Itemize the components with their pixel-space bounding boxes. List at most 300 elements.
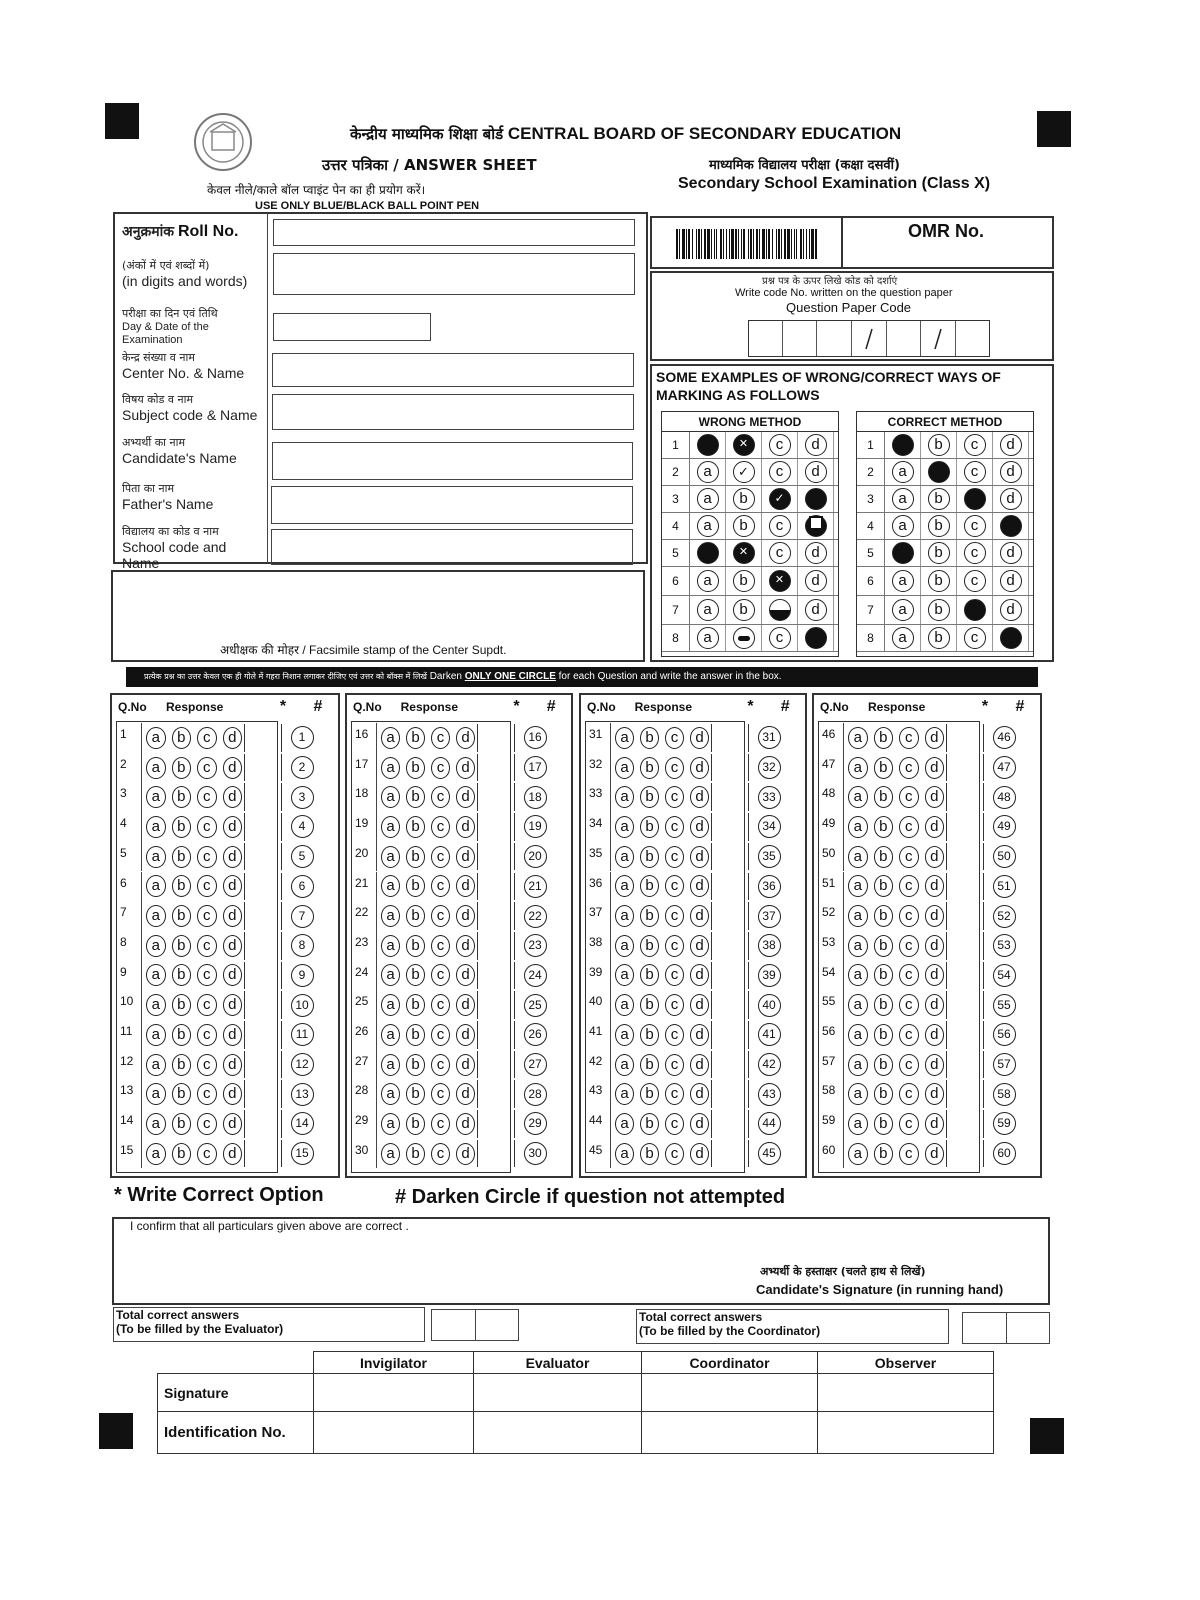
option-bubble-c[interactable]: c — [665, 1024, 684, 1046]
not-attempted-bubble[interactable]: 26 — [524, 1023, 547, 1046]
option-bubble-b[interactable]: b — [172, 994, 192, 1016]
invigilator-signature-cell[interactable] — [314, 1374, 474, 1412]
option-bubble-b[interactable]: b — [874, 786, 894, 808]
option-bubble-c[interactable]: c — [197, 727, 217, 749]
option-bubble-b[interactable]: b — [172, 935, 192, 957]
not-attempted-bubble[interactable]: 15 — [291, 1142, 314, 1165]
not-attempted-bubble[interactable]: 21 — [524, 875, 547, 898]
option-bubble-c[interactable]: c — [899, 727, 919, 749]
not-attempted-bubble[interactable]: 23 — [524, 934, 547, 957]
option-bubble-a[interactable]: a — [381, 905, 400, 927]
candidate-name-field[interactable] — [272, 442, 633, 480]
option-bubble-b[interactable]: b — [406, 1143, 425, 1165]
option-bubble-a[interactable]: a — [615, 1113, 634, 1135]
not-attempted-bubble[interactable]: 8 — [291, 934, 314, 957]
option-bubble-a[interactable]: a — [381, 935, 400, 957]
option-bubble-b[interactable]: b — [406, 757, 425, 779]
option-bubble-c[interactable]: c — [431, 875, 450, 897]
option-bubble-c[interactable]: c — [197, 846, 217, 868]
not-attempted-bubble[interactable]: 48 — [993, 786, 1016, 809]
option-bubble-d[interactable]: d — [690, 1083, 709, 1105]
answer-box[interactable] — [477, 843, 515, 871]
not-attempted-bubble[interactable]: 42 — [758, 1053, 781, 1076]
option-bubble-d[interactable]: d — [925, 757, 945, 779]
not-attempted-bubble[interactable]: 17 — [524, 756, 547, 779]
option-bubble-b[interactable]: b — [172, 1083, 192, 1105]
option-bubble-b[interactable]: b — [640, 935, 659, 957]
answer-box[interactable] — [244, 1080, 282, 1108]
option-bubble-b[interactable]: b — [406, 935, 425, 957]
answer-box[interactable] — [244, 724, 282, 752]
option-bubble-a[interactable]: a — [848, 1083, 868, 1105]
qp-code-cells[interactable] — [748, 320, 990, 357]
roll-no-field[interactable] — [273, 219, 635, 246]
option-bubble-b[interactable]: b — [406, 875, 425, 897]
option-bubble-c[interactable]: c — [431, 727, 450, 749]
option-bubble-d[interactable]: d — [456, 1143, 475, 1165]
option-bubble-b[interactable]: b — [874, 994, 894, 1016]
answer-box[interactable] — [244, 1110, 282, 1138]
option-bubble-d[interactable]: d — [690, 727, 709, 749]
option-bubble-b[interactable]: b — [640, 727, 659, 749]
not-attempted-bubble[interactable]: 55 — [993, 994, 1016, 1017]
answer-box[interactable] — [946, 873, 984, 901]
answer-box[interactable] — [477, 932, 515, 960]
option-bubble-a[interactable]: a — [615, 905, 634, 927]
option-bubble-d[interactable]: d — [690, 1054, 709, 1076]
answer-box[interactable] — [946, 724, 984, 752]
option-bubble-c[interactable]: c — [899, 964, 919, 986]
option-bubble-b[interactable]: b — [406, 1054, 425, 1076]
option-bubble-a[interactable]: a — [848, 935, 868, 957]
answer-box[interactable] — [477, 962, 515, 990]
option-bubble-b[interactable]: b — [172, 875, 192, 897]
answer-box[interactable] — [711, 813, 749, 841]
not-attempted-bubble[interactable]: 20 — [524, 845, 547, 868]
option-bubble-a[interactable]: a — [615, 994, 634, 1016]
option-bubble-a[interactable]: a — [848, 757, 868, 779]
option-bubble-c[interactable]: c — [431, 964, 450, 986]
qp-code-cell[interactable] — [783, 321, 817, 356]
option-bubble-c[interactable]: c — [665, 727, 684, 749]
option-bubble-c[interactable]: c — [665, 1143, 684, 1165]
option-bubble-b[interactable]: b — [640, 816, 659, 838]
not-attempted-bubble[interactable]: 6 — [291, 875, 314, 898]
option-bubble-c[interactable]: c — [197, 994, 217, 1016]
option-bubble-c[interactable]: c — [899, 1054, 919, 1076]
option-bubble-c[interactable]: c — [899, 875, 919, 897]
not-attempted-bubble[interactable]: 36 — [758, 875, 781, 898]
option-bubble-d[interactable]: d — [925, 1113, 945, 1135]
option-bubble-c[interactable]: c — [665, 1113, 684, 1135]
answer-box[interactable] — [244, 783, 282, 811]
option-bubble-a[interactable]: a — [381, 786, 400, 808]
option-bubble-c[interactable]: c — [665, 1054, 684, 1076]
option-bubble-c[interactable]: c — [197, 1143, 217, 1165]
qp-code-cell[interactable] — [887, 321, 921, 356]
option-bubble-a[interactable]: a — [381, 1113, 400, 1135]
option-bubble-d[interactable]: d — [223, 1054, 243, 1076]
option-bubble-c[interactable]: c — [431, 816, 450, 838]
answer-box[interactable] — [711, 783, 749, 811]
option-bubble-b[interactable]: b — [874, 1024, 894, 1046]
not-attempted-bubble[interactable]: 43 — [758, 1083, 781, 1106]
option-bubble-c[interactable]: c — [665, 846, 684, 868]
option-bubble-d[interactable]: d — [456, 757, 475, 779]
option-bubble-b[interactable]: b — [172, 1143, 192, 1165]
option-bubble-d[interactable]: d — [223, 935, 243, 957]
option-bubble-d[interactable]: d — [223, 727, 243, 749]
option-bubble-b[interactable]: b — [406, 1083, 425, 1105]
option-bubble-a[interactable]: a — [848, 786, 868, 808]
father-name-field[interactable] — [271, 486, 633, 524]
option-bubble-a[interactable]: a — [848, 816, 868, 838]
option-bubble-a[interactable]: a — [615, 1083, 634, 1105]
option-bubble-c[interactable]: c — [197, 964, 217, 986]
answer-box[interactable] — [946, 754, 984, 782]
option-bubble-d[interactable]: d — [223, 905, 243, 927]
option-bubble-b[interactable]: b — [640, 875, 659, 897]
not-attempted-bubble[interactable]: 35 — [758, 845, 781, 868]
option-bubble-a[interactable]: a — [615, 964, 634, 986]
option-bubble-d[interactable]: d — [925, 964, 945, 986]
option-bubble-a[interactable]: a — [146, 1024, 166, 1046]
option-bubble-d[interactable]: d — [456, 994, 475, 1016]
option-bubble-b[interactable]: b — [406, 964, 425, 986]
option-bubble-d[interactable]: d — [925, 994, 945, 1016]
not-attempted-bubble[interactable]: 37 — [758, 905, 781, 928]
not-attempted-bubble[interactable]: 30 — [524, 1142, 547, 1165]
answer-box[interactable] — [711, 932, 749, 960]
option-bubble-d[interactable]: d — [690, 875, 709, 897]
option-bubble-a[interactable]: a — [381, 1083, 400, 1105]
option-bubble-c[interactable]: c — [899, 905, 919, 927]
option-bubble-b[interactable]: b — [874, 816, 894, 838]
option-bubble-c[interactable]: c — [431, 757, 450, 779]
option-bubble-b[interactable]: b — [406, 1024, 425, 1046]
option-bubble-d[interactable]: d — [690, 816, 709, 838]
option-bubble-b[interactable]: b — [640, 846, 659, 868]
option-bubble-d[interactable]: d — [223, 964, 243, 986]
option-bubble-c[interactable]: c — [197, 935, 217, 957]
not-attempted-bubble[interactable]: 4 — [291, 815, 314, 838]
option-bubble-a[interactable]: a — [381, 757, 400, 779]
option-bubble-c[interactable]: c — [665, 816, 684, 838]
option-bubble-d[interactable]: d — [456, 935, 475, 957]
option-bubble-c[interactable]: c — [431, 1143, 450, 1165]
answer-box[interactable] — [477, 754, 515, 782]
option-bubble-b[interactable]: b — [172, 1113, 192, 1135]
school-name-field[interactable] — [271, 529, 633, 565]
option-bubble-a[interactable]: a — [848, 1113, 868, 1135]
not-attempted-bubble[interactable]: 38 — [758, 934, 781, 957]
option-bubble-a[interactable]: a — [381, 727, 400, 749]
option-bubble-a[interactable]: a — [146, 935, 166, 957]
option-bubble-a[interactable]: a — [381, 1054, 400, 1076]
option-bubble-b[interactable]: b — [640, 1143, 659, 1165]
option-bubble-b[interactable]: b — [640, 757, 659, 779]
option-bubble-c[interactable]: c — [899, 1083, 919, 1105]
coordinator-signature-cell[interactable] — [642, 1374, 818, 1412]
evaluator-id-cell[interactable] — [474, 1412, 642, 1454]
invigilator-id-cell[interactable] — [314, 1412, 474, 1454]
answer-box[interactable] — [946, 1140, 984, 1168]
option-bubble-c[interactable]: c — [665, 1083, 684, 1105]
option-bubble-b[interactable]: b — [640, 964, 659, 986]
option-bubble-a[interactable]: a — [615, 935, 634, 957]
option-bubble-d[interactable]: d — [223, 1024, 243, 1046]
answer-box[interactable] — [711, 962, 749, 990]
not-attempted-bubble[interactable]: 3 — [291, 786, 314, 809]
not-attempted-bubble[interactable]: 34 — [758, 815, 781, 838]
answer-box[interactable] — [711, 754, 749, 782]
option-bubble-b[interactable]: b — [874, 875, 894, 897]
evaluator-signature-cell[interactable] — [474, 1374, 642, 1412]
not-attempted-bubble[interactable]: 53 — [993, 934, 1016, 957]
center-name-field[interactable] — [272, 353, 634, 387]
option-bubble-a[interactable]: a — [381, 816, 400, 838]
qp-code-cell[interactable] — [956, 321, 989, 356]
option-bubble-b[interactable]: b — [874, 846, 894, 868]
observer-signature-cell[interactable] — [818, 1374, 994, 1412]
answer-box[interactable] — [244, 843, 282, 871]
answer-box[interactable] — [477, 1051, 515, 1079]
option-bubble-a[interactable]: a — [615, 727, 634, 749]
option-bubble-c[interactable]: c — [665, 935, 684, 957]
answer-box[interactable] — [477, 1140, 515, 1168]
answer-box[interactable] — [946, 1051, 984, 1079]
not-attempted-bubble[interactable]: 47 — [993, 756, 1016, 779]
option-bubble-a[interactable]: a — [615, 1024, 634, 1046]
answer-box[interactable] — [244, 902, 282, 930]
not-attempted-bubble[interactable]: 54 — [993, 964, 1016, 987]
option-bubble-d[interactable]: d — [925, 905, 945, 927]
option-bubble-c[interactable]: c — [665, 757, 684, 779]
option-bubble-c[interactable]: c — [197, 1083, 217, 1105]
option-bubble-c[interactable]: c — [197, 786, 217, 808]
option-bubble-d[interactable]: d — [456, 1113, 475, 1135]
answer-box[interactable] — [477, 1080, 515, 1108]
option-bubble-b[interactable]: b — [406, 786, 425, 808]
option-bubble-b[interactable]: b — [406, 905, 425, 927]
option-bubble-b[interactable]: b — [172, 816, 192, 838]
not-attempted-bubble[interactable]: 16 — [524, 726, 547, 749]
not-attempted-bubble[interactable]: 29 — [524, 1112, 547, 1135]
answer-box[interactable] — [244, 873, 282, 901]
option-bubble-c[interactable]: c — [899, 1113, 919, 1135]
option-bubble-a[interactable]: a — [615, 757, 634, 779]
answer-box[interactable] — [711, 1080, 749, 1108]
option-bubble-b[interactable]: b — [874, 1083, 894, 1105]
option-bubble-a[interactable]: a — [146, 757, 166, 779]
option-bubble-a[interactable]: a — [381, 1024, 400, 1046]
option-bubble-d[interactable]: d — [223, 786, 243, 808]
option-bubble-d[interactable]: d — [690, 786, 709, 808]
answer-box[interactable] — [711, 902, 749, 930]
option-bubble-b[interactable]: b — [640, 1113, 659, 1135]
option-bubble-c[interactable]: c — [665, 964, 684, 986]
option-bubble-a[interactable]: a — [146, 786, 166, 808]
not-attempted-bubble[interactable]: 56 — [993, 1023, 1016, 1046]
answer-box[interactable] — [244, 932, 282, 960]
not-attempted-bubble[interactable]: 49 — [993, 815, 1016, 838]
not-attempted-bubble[interactable]: 52 — [993, 905, 1016, 928]
option-bubble-c[interactable]: c — [431, 786, 450, 808]
answer-box[interactable] — [477, 1110, 515, 1138]
option-bubble-a[interactable]: a — [381, 846, 400, 868]
not-attempted-bubble[interactable]: 25 — [524, 994, 547, 1017]
option-bubble-b[interactable]: b — [406, 994, 425, 1016]
answer-box[interactable] — [477, 991, 515, 1019]
option-bubble-d[interactable]: d — [690, 846, 709, 868]
option-bubble-a[interactable]: a — [615, 846, 634, 868]
answer-box[interactable] — [244, 813, 282, 841]
option-bubble-b[interactable]: b — [640, 1024, 659, 1046]
option-bubble-c[interactable]: c — [197, 1113, 217, 1135]
option-bubble-b[interactable]: b — [172, 757, 192, 779]
option-bubble-b[interactable]: b — [406, 816, 425, 838]
subject-code-field[interactable] — [272, 394, 634, 430]
option-bubble-d[interactable]: d — [456, 727, 475, 749]
option-bubble-b[interactable]: b — [406, 846, 425, 868]
total-coordinator-field[interactable] — [962, 1312, 1050, 1344]
not-attempted-bubble[interactable]: 60 — [993, 1142, 1016, 1165]
answer-box[interactable] — [711, 1110, 749, 1138]
not-attempted-bubble[interactable]: 5 — [291, 845, 314, 868]
option-bubble-d[interactable]: d — [925, 1054, 945, 1076]
option-bubble-d[interactable]: d — [456, 786, 475, 808]
not-attempted-bubble[interactable]: 45 — [758, 1142, 781, 1165]
answer-box[interactable] — [244, 1021, 282, 1049]
option-bubble-b[interactable]: b — [172, 905, 192, 927]
option-bubble-a[interactable]: a — [615, 1054, 634, 1076]
option-bubble-d[interactable]: d — [690, 757, 709, 779]
option-bubble-d[interactable]: d — [456, 905, 475, 927]
option-bubble-c[interactable]: c — [197, 1054, 217, 1076]
not-attempted-bubble[interactable]: 18 — [524, 786, 547, 809]
option-bubble-c[interactable]: c — [899, 935, 919, 957]
option-bubble-a[interactable]: a — [848, 1143, 868, 1165]
option-bubble-b[interactable]: b — [874, 964, 894, 986]
answer-box[interactable] — [244, 991, 282, 1019]
option-bubble-d[interactable]: d — [925, 816, 945, 838]
answer-box[interactable] — [477, 873, 515, 901]
option-bubble-c[interactable]: c — [431, 846, 450, 868]
answer-box[interactable] — [711, 1140, 749, 1168]
option-bubble-a[interactable]: a — [615, 875, 634, 897]
option-bubble-d[interactable]: d — [690, 1143, 709, 1165]
option-bubble-c[interactable]: c — [665, 994, 684, 1016]
option-bubble-b[interactable]: b — [172, 1024, 192, 1046]
option-bubble-b[interactable]: b — [172, 1054, 192, 1076]
answer-box[interactable] — [711, 991, 749, 1019]
option-bubble-c[interactable]: c — [197, 1024, 217, 1046]
option-bubble-d[interactable]: d — [223, 875, 243, 897]
option-bubble-a[interactable]: a — [848, 727, 868, 749]
answer-box[interactable] — [946, 991, 984, 1019]
not-attempted-bubble[interactable]: 12 — [291, 1053, 314, 1076]
option-bubble-c[interactable]: c — [899, 1024, 919, 1046]
option-bubble-b[interactable]: b — [874, 905, 894, 927]
coordinator-id-cell[interactable] — [642, 1412, 818, 1454]
answer-box[interactable] — [711, 1021, 749, 1049]
not-attempted-bubble[interactable]: 10 — [291, 994, 314, 1017]
option-bubble-a[interactable]: a — [146, 846, 166, 868]
option-bubble-d[interactable]: d — [690, 1024, 709, 1046]
option-bubble-c[interactable]: c — [431, 1113, 450, 1135]
option-bubble-d[interactable]: d — [690, 935, 709, 957]
answer-box[interactable] — [477, 783, 515, 811]
answer-box[interactable] — [946, 1021, 984, 1049]
option-bubble-b[interactable]: b — [172, 846, 192, 868]
option-bubble-c[interactable]: c — [431, 1083, 450, 1105]
option-bubble-c[interactable]: c — [665, 905, 684, 927]
option-bubble-b[interactable]: b — [640, 786, 659, 808]
answer-box[interactable] — [711, 843, 749, 871]
not-attempted-bubble[interactable]: 11 — [291, 1023, 314, 1046]
answer-box[interactable] — [244, 962, 282, 990]
roll-no-words-field[interactable] — [273, 253, 635, 295]
option-bubble-d[interactable]: d — [925, 727, 945, 749]
exam-date-field[interactable] — [273, 313, 431, 341]
answer-box[interactable] — [711, 873, 749, 901]
option-bubble-d[interactable]: d — [456, 816, 475, 838]
not-attempted-bubble[interactable]: 27 — [524, 1053, 547, 1076]
option-bubble-c[interactable]: c — [899, 757, 919, 779]
answer-box[interactable] — [477, 724, 515, 752]
option-bubble-a[interactable]: a — [381, 964, 400, 986]
option-bubble-a[interactable]: a — [381, 1143, 400, 1165]
option-bubble-d[interactable]: d — [925, 786, 945, 808]
option-bubble-a[interactable]: a — [146, 994, 166, 1016]
option-bubble-c[interactable]: c — [431, 935, 450, 957]
not-attempted-bubble[interactable]: 1 — [291, 726, 314, 749]
option-bubble-a[interactable]: a — [146, 727, 166, 749]
option-bubble-c[interactable]: c — [899, 1143, 919, 1165]
not-attempted-bubble[interactable]: 33 — [758, 786, 781, 809]
option-bubble-a[interactable]: a — [615, 786, 634, 808]
option-bubble-d[interactable]: d — [690, 964, 709, 986]
option-bubble-a[interactable]: a — [615, 1143, 634, 1165]
option-bubble-d[interactable]: d — [223, 846, 243, 868]
option-bubble-d[interactable]: d — [925, 1143, 945, 1165]
answer-box[interactable] — [946, 1080, 984, 1108]
answer-box[interactable] — [477, 813, 515, 841]
not-attempted-bubble[interactable]: 51 — [993, 875, 1016, 898]
option-bubble-a[interactable]: a — [381, 875, 400, 897]
qp-code-cell[interactable] — [749, 321, 783, 356]
option-bubble-b[interactable]: b — [640, 1083, 659, 1105]
option-bubble-d[interactable]: d — [223, 1143, 243, 1165]
option-bubble-b[interactable]: b — [874, 727, 894, 749]
answer-box[interactable] — [244, 754, 282, 782]
option-bubble-b[interactable]: b — [406, 727, 425, 749]
answer-box[interactable] — [711, 1051, 749, 1079]
option-bubble-b[interactable]: b — [640, 905, 659, 927]
option-bubble-c[interactable]: c — [431, 1024, 450, 1046]
option-bubble-c[interactable]: c — [431, 905, 450, 927]
option-bubble-a[interactable]: a — [146, 1054, 166, 1076]
option-bubble-a[interactable]: a — [615, 816, 634, 838]
qp-code-cell[interactable] — [817, 321, 851, 356]
option-bubble-c[interactable]: c — [431, 994, 450, 1016]
option-bubble-d[interactable]: d — [690, 994, 709, 1016]
option-bubble-c[interactable]: c — [899, 994, 919, 1016]
option-bubble-b[interactable]: b — [172, 786, 192, 808]
option-bubble-d[interactable]: d — [223, 1083, 243, 1105]
answer-box[interactable] — [244, 1051, 282, 1079]
not-attempted-bubble[interactable]: 46 — [993, 726, 1016, 749]
